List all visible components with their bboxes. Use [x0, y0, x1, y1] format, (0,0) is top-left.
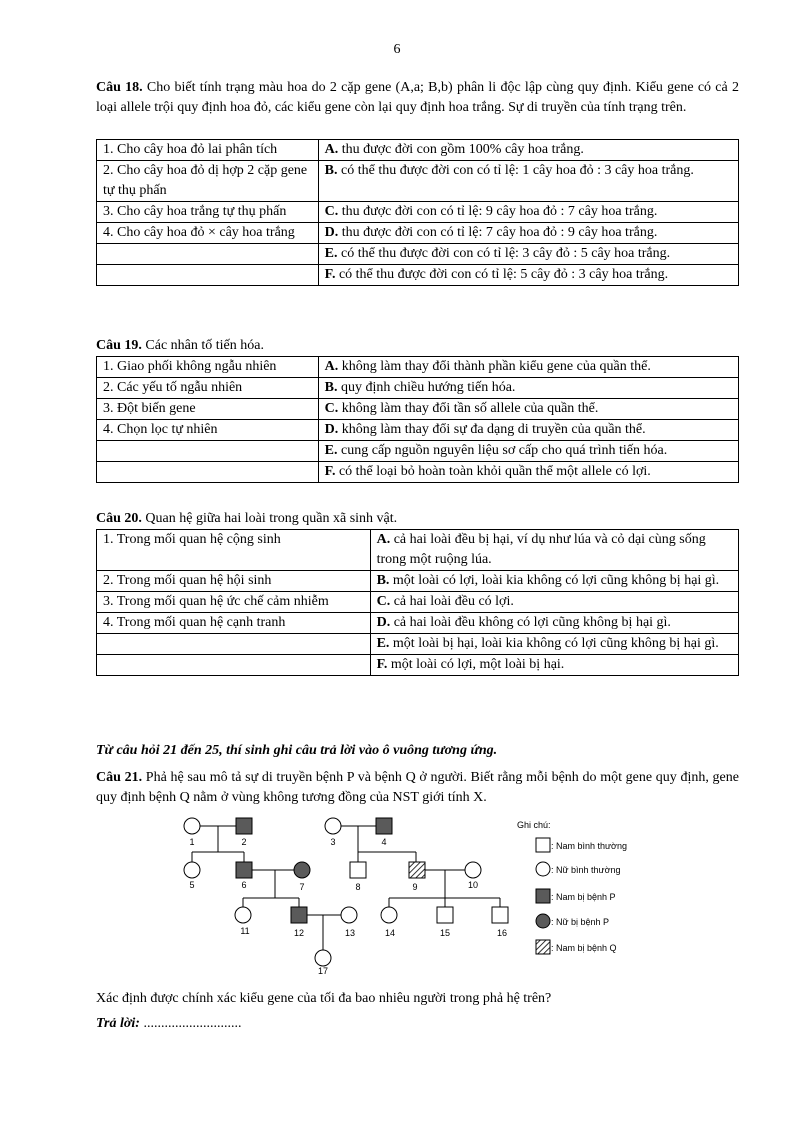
pedigree-number: 16	[496, 928, 508, 938]
question-text: Cho biết tính trạng màu hoa do 2 cặp gene (A,a; B,b) phân li độc lập cùng quy định. Kiểu gene có cả 2 loại allele trội quy định hoa đỏ, các kiểu gene còn lại quy định hoa trắng. Sự di truyền của tính trạng trên.	[96, 80, 739, 115]
option-cell	[318, 140, 738, 161]
option-text: cả hai loài đều không có lợi cũng không bị hại gì.	[390, 615, 671, 630]
option-key: D.	[376, 615, 391, 630]
statement-cell: 1. Cho cây hoa đỏ lai phân tích	[97, 140, 319, 161]
option-cell	[370, 613, 738, 634]
legend-title: Ghi chú:	[517, 820, 551, 830]
option-key: C.	[324, 204, 339, 219]
matching-row	[97, 634, 739, 655]
statement-cell: 2. Cho cây hoa đỏ dị hợp 2 cặp gene tự thụ phấn	[97, 161, 319, 202]
option-cell	[318, 202, 738, 223]
legend-label: : Nữ bị bệnh P	[551, 917, 610, 927]
matching-table-18	[96, 139, 739, 286]
matching-row	[97, 357, 739, 378]
answer-blank: ............................	[139, 1016, 242, 1031]
option-text: có thể thu được đời con có tỉ lệ: 1 cây hoa đỏ : 3 cây hoa trắng.	[337, 163, 694, 178]
individual-15-normal-male	[437, 907, 453, 923]
pedigree-number: 10	[467, 880, 479, 890]
individual-8-normal-male	[350, 862, 366, 878]
matching-row	[97, 223, 739, 244]
statement-cell	[97, 634, 371, 655]
question-21	[96, 768, 739, 808]
matching-row	[97, 571, 739, 592]
individual-7-affected-p-female	[294, 862, 310, 878]
statement-cell	[97, 265, 319, 286]
individual-13-normal-female	[341, 907, 357, 923]
statement-cell: 4. Trong mối quan hệ cạnh tranh	[97, 613, 371, 634]
option-text: thu được đời con có tỉ lệ: 9 cây hoa đỏ : 7 cây hoa trắng.	[338, 204, 658, 219]
option-key: A.	[324, 359, 339, 374]
option-key: C.	[324, 401, 339, 416]
option-text: cả hai loài đều có lợi.	[390, 594, 514, 609]
legend-label: : Nam bị bệnh Q	[551, 943, 617, 953]
option-text: cả hai loài đều bị hại, ví dụ như lúa và cỏ dại cùng sống trong một ruộng lúa.	[376, 532, 706, 567]
question-label: Câu 18.	[96, 80, 143, 95]
option-text: quy định chiều hướng tiến hóa.	[337, 380, 516, 395]
matching-row	[97, 655, 739, 676]
pedigree-chart	[170, 812, 650, 977]
statement-cell: 2. Trong mối quan hệ hội sinh	[97, 571, 371, 592]
individual-1-normal-female	[184, 818, 200, 834]
statement-cell: 3. Trong mối quan hệ ức chế cảm nhiễm	[97, 592, 371, 613]
statement-cell: 3. Đột biến gene	[97, 399, 319, 420]
option-text: có thể loại bỏ hoàn toàn khỏi quần thể một allele có lợi.	[335, 464, 651, 479]
option-cell	[318, 378, 738, 399]
individual-14-normal-female	[381, 907, 397, 923]
pedigree-number: 2	[241, 837, 247, 847]
matching-row	[97, 462, 739, 483]
option-text: một loài có lợi, một loài bị hại.	[387, 657, 565, 672]
matching-row	[97, 530, 739, 571]
pedigree-number: 8	[355, 882, 361, 892]
option-text: có thể thu được đời con có tỉ lệ: 3 cây đỏ : 5 cây hoa trắng.	[337, 246, 671, 261]
individual-4-affected-p-male	[376, 818, 392, 834]
option-cell	[318, 244, 738, 265]
option-text: một loài có lợi, loài kia không có lợi cũng không bị hại gì.	[389, 573, 720, 588]
option-cell	[318, 420, 738, 441]
question-text: Các nhân tố tiến hóa.	[141, 338, 264, 353]
pedigree-numbers	[189, 837, 507, 976]
statement-cell: 3. Cho cây hoa trắng tự thụ phấn	[97, 202, 319, 223]
question-text: Quan hệ giữa hai loài trong quần xã sinh vật.	[141, 511, 398, 526]
statement-cell	[97, 655, 371, 676]
individual-6-affected-p-male	[236, 862, 252, 878]
legend-label: : Nam bị bệnh P	[551, 892, 616, 902]
option-key: F.	[324, 464, 336, 479]
legend-affected-p-female-symbol	[536, 914, 550, 928]
question-19	[96, 336, 739, 356]
option-key: C.	[376, 594, 391, 609]
option-key: D.	[324, 422, 339, 437]
pedigree-legend	[517, 820, 627, 954]
statement-cell	[97, 244, 319, 265]
individual-11-normal-female	[235, 907, 251, 923]
individual-16-normal-male	[492, 907, 508, 923]
question-21-prompt: Xác định được chính xác kiểu gene của tối đa bao nhiêu người trong phả hệ trên?	[96, 991, 552, 1006]
option-key: B.	[324, 163, 338, 178]
page-number: 6	[393, 42, 401, 57]
option-key: E.	[324, 443, 338, 458]
legend-affected-p-male-symbol	[536, 889, 550, 903]
option-cell	[318, 161, 738, 202]
question-label: Câu 19.	[96, 338, 142, 353]
question-label: Câu 20.	[96, 511, 142, 526]
matching-row	[97, 244, 739, 265]
legend-label: : Nữ bình thường	[551, 865, 621, 875]
individual-12-affected-p-male	[291, 907, 307, 923]
matching-row	[97, 592, 739, 613]
question-18	[96, 78, 739, 118]
individual-10-normal-female	[465, 862, 481, 878]
matching-row	[97, 378, 739, 399]
option-key: F.	[376, 657, 388, 672]
legend-normal-male-symbol	[536, 838, 550, 852]
option-key: E.	[324, 246, 338, 261]
option-cell	[318, 265, 738, 286]
matching-table-20	[96, 529, 739, 676]
question-label: Câu 21.	[96, 770, 143, 785]
question-20	[96, 509, 739, 529]
statement-cell: 4. Chọn lọc tự nhiên	[97, 420, 319, 441]
pedigree-number: 15	[439, 928, 451, 938]
matching-row	[97, 420, 739, 441]
matching-row	[97, 161, 739, 202]
option-cell	[370, 634, 738, 655]
pedigree-number: 11	[240, 926, 250, 936]
option-key: A.	[376, 532, 391, 547]
option-cell	[370, 655, 738, 676]
pedigree-number: 4	[381, 837, 387, 847]
pedigree-number: 5	[189, 880, 195, 890]
pedigree-number: 13	[344, 928, 356, 938]
question-text: Phả hệ sau mô tả sự di truyền bệnh P và bệnh Q ở người. Biết rằng mỗi bệnh do một gene quy định, gene quy định bệnh Q nằm ở vùng không tương đồng của NST giới tính X.	[96, 770, 739, 805]
option-key: B.	[376, 573, 390, 588]
statement-cell	[97, 462, 319, 483]
statement-cell: 4. Cho cây hoa đỏ × cây hoa trắng	[97, 223, 319, 244]
option-cell	[370, 571, 738, 592]
individual-17-normal-female	[315, 950, 331, 966]
pedigree-number: 3	[330, 837, 336, 847]
option-key: B.	[324, 380, 338, 395]
individual-3-normal-female	[325, 818, 341, 834]
option-text: không làm thay đổi sự đa dạng di truyền của quần thể.	[338, 422, 646, 437]
matching-row	[97, 265, 739, 286]
option-text: cung cấp nguồn nguyên liệu sơ cấp cho quá trình tiến hóa.	[337, 443, 668, 458]
legend-normal-female-symbol	[536, 862, 550, 876]
option-key: D.	[324, 225, 339, 240]
statement-cell: 1. Giao phối không ngẫu nhiên	[97, 357, 319, 378]
pedigree-number: 7	[299, 882, 305, 892]
matching-row	[97, 613, 739, 634]
individual-2-affected-p-male	[236, 818, 252, 834]
option-cell	[370, 592, 738, 613]
pedigree-number: 1	[189, 837, 195, 847]
pedigree-number: 12	[293, 928, 305, 938]
option-cell	[318, 223, 738, 244]
matching-row	[97, 202, 739, 223]
matching-table-19	[96, 356, 739, 483]
answer-line[interactable]	[96, 1016, 241, 1032]
statement-cell	[97, 441, 319, 462]
option-cell	[318, 462, 738, 483]
section-instruction: Từ câu hỏi 21 đến 25, thí sinh ghi câu trả lời vào ô vuông tương ứng.	[96, 743, 498, 758]
pedigree-number: 6	[241, 880, 247, 890]
pedigree-number: 14	[384, 928, 396, 938]
pedigree-individuals	[184, 818, 508, 966]
matching-row	[97, 441, 739, 462]
legend-label: : Nam bình thường	[551, 841, 627, 851]
pedigree-number: 9	[412, 882, 418, 892]
matching-row	[97, 140, 739, 161]
statement-cell: 2. Các yếu tố ngẫu nhiên	[97, 378, 319, 399]
option-text: có thể thu được đời con có tỉ lệ: 5 cây đỏ : 3 cây hoa trắng.	[335, 267, 669, 282]
individual-9-affected-q-male	[409, 862, 425, 878]
option-text: thu được đời con có tỉ lệ: 7 cây hoa đỏ : 9 cây hoa trắng.	[338, 225, 658, 240]
option-key: E.	[376, 636, 390, 651]
answer-label: Trả lời:	[96, 1016, 140, 1031]
option-cell	[318, 441, 738, 462]
option-key: F.	[324, 267, 336, 282]
option-text: một loài bị hại, loài kia không có lợi cũng không bị hại gì.	[389, 636, 719, 651]
option-text: không làm thay đổi tần số allele của quần thể.	[338, 401, 599, 416]
option-text: không làm thay đổi thành phần kiểu gene của quần thể.	[338, 359, 651, 374]
individual-5-normal-female	[184, 862, 200, 878]
pedigree-number: 17	[317, 966, 329, 976]
legend-affected-q-male-symbol	[536, 940, 550, 954]
statement-cell: 1. Trong mối quan hệ cộng sinh	[97, 530, 371, 571]
option-text: thu được đời con gồm 100% cây hoa trắng.	[338, 142, 584, 157]
matching-row	[97, 399, 739, 420]
option-cell	[370, 530, 738, 571]
option-cell	[318, 357, 738, 378]
option-cell	[318, 399, 738, 420]
option-key: A.	[324, 142, 339, 157]
